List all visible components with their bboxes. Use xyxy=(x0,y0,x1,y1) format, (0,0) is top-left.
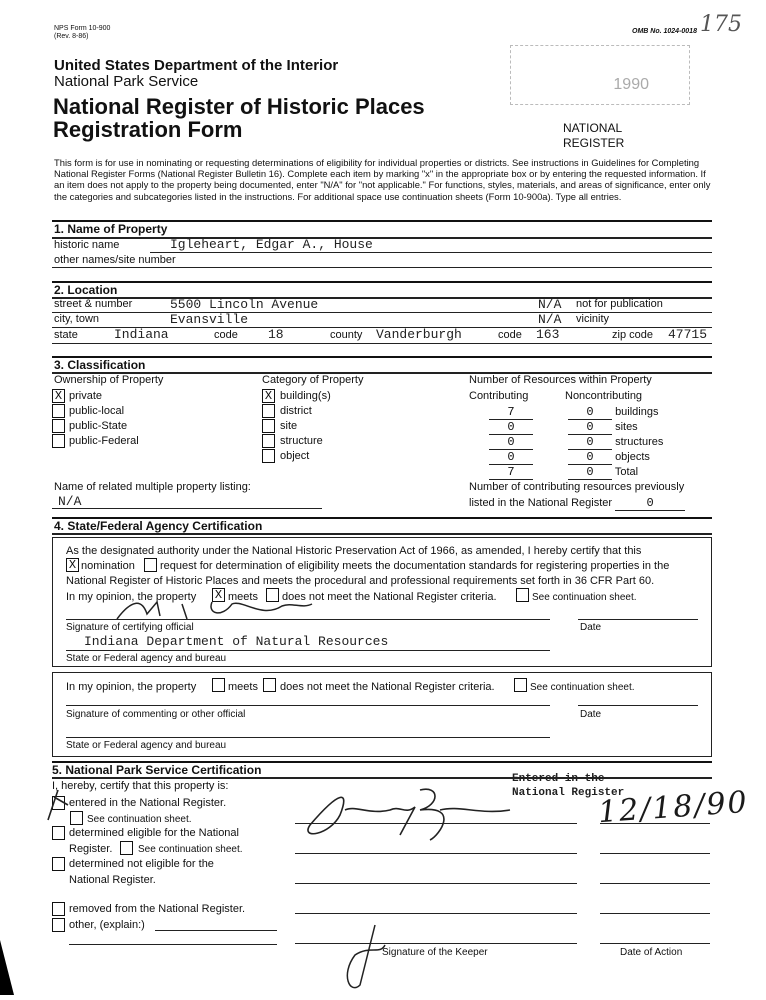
contributing-count: 0 xyxy=(489,450,533,465)
ownership-checkbox[interactable] xyxy=(52,434,65,448)
contributing-count: 7 xyxy=(489,465,533,480)
vicinity-value: N/A xyxy=(538,312,562,327)
date-label: Date xyxy=(580,622,602,633)
resource-type: sites xyxy=(615,421,638,433)
category-option: site xyxy=(280,420,298,432)
noncontributing-label: Noncontributing xyxy=(565,390,643,402)
county: Vanderburgh xyxy=(376,327,462,342)
category-option: object xyxy=(280,450,310,462)
contributing-count: 7 xyxy=(489,405,533,420)
not-meets2-checkbox[interactable] xyxy=(263,678,276,692)
national-register-stamp: NATIONAL REGISTER xyxy=(563,121,625,150)
county-code: 163 xyxy=(536,327,560,342)
state: Indiana xyxy=(114,327,169,342)
cert-text-3: National Register of Historic Places and meets the procedural and professional requirements set forth in 36 CFR Part 60. xyxy=(66,575,655,587)
section-3-title: 3. Classification xyxy=(54,358,146,372)
continuation-checkbox[interactable] xyxy=(516,588,529,602)
request-label: request for determination of eligibility meets the documentation standards for registering properties in the xyxy=(160,560,670,572)
section-4-title: 4. State/Federal Agency Certification xyxy=(54,519,263,533)
noncontributing-count: 0 xyxy=(568,435,612,450)
not-eligible-label: determined not eligible for the xyxy=(69,858,214,870)
continuation2-checkbox[interactable] xyxy=(514,678,527,692)
category-checkbox[interactable]: X xyxy=(262,389,275,403)
ownership-checkbox[interactable] xyxy=(52,404,65,418)
ownership-option: public-local xyxy=(69,405,125,417)
entered-continuation-label: See continuation sheet. xyxy=(87,814,192,825)
resource-type: structures xyxy=(615,436,664,448)
zip-label: zip code xyxy=(612,329,653,341)
nfp-value: N/A xyxy=(538,297,562,312)
other-label: other, (explain:) xyxy=(69,919,145,931)
date-action-label: Date of Action xyxy=(620,947,683,958)
ownership-option: private xyxy=(69,390,103,402)
agency: Indiana Department of Natural Resources xyxy=(84,634,389,649)
other-names-label: other names/site number xyxy=(54,254,176,266)
resource-type: Total xyxy=(614,466,639,478)
category-option: building(s) xyxy=(280,390,331,402)
form-number: NPS Form 10-900 (Rev. 8-86) xyxy=(54,25,111,40)
category-checkbox[interactable] xyxy=(262,449,275,463)
department: United States Department of the Interior xyxy=(54,57,339,74)
noncontributing-count: 0 xyxy=(568,465,612,480)
ownership-option: public-State xyxy=(69,420,128,432)
cert-text: As the designated authority under the National Historic Preservation Act of 1966, as amended, I hereby certify that this xyxy=(66,545,642,557)
mpl-value: N/A xyxy=(58,494,82,509)
not-meets2-label: does not meet the National Register criteria. xyxy=(280,681,495,693)
opinion2-label: In my opinion, the property xyxy=(66,681,197,693)
city-label: city, town xyxy=(54,313,100,325)
ownership-label: Ownership of Property xyxy=(54,374,164,386)
category-checkbox[interactable] xyxy=(262,434,275,448)
keeper-label: Signature of the Keeper xyxy=(382,947,488,958)
vicinity-label: vicinity xyxy=(576,313,610,325)
removed-label: removed from the National Register. xyxy=(69,903,246,915)
county-label: county xyxy=(330,329,363,341)
street-label: street & number xyxy=(54,298,133,310)
category-checkbox[interactable] xyxy=(262,404,275,418)
meets2-label: meets xyxy=(228,681,258,693)
noncontributing-count: 0 xyxy=(568,420,612,435)
ownership-checkbox[interactable] xyxy=(52,419,65,433)
handwritten-date-of-action: 12/18/90 xyxy=(596,784,750,831)
category-option: district xyxy=(280,405,312,417)
section-5-title: 5. National Park Service Certification xyxy=(52,763,262,777)
ownership-option: public-Federal xyxy=(69,435,139,447)
nomination-checkbox[interactable]: X xyxy=(66,558,79,572)
resource-type: buildings xyxy=(615,406,659,418)
prev-value: 0 xyxy=(615,496,685,511)
zip: 47715 xyxy=(668,327,708,342)
meets-label: meets xyxy=(228,591,258,603)
resources-label: Number of Resources within Property xyxy=(469,374,652,386)
handwritten-number: 175 xyxy=(700,12,742,37)
sig-label: Signature of certifying official xyxy=(66,622,194,633)
state-code: 18 xyxy=(268,327,284,342)
historic-name-label: historic name xyxy=(54,239,120,251)
code-label: code xyxy=(214,329,238,341)
section-2-title: 2. Location xyxy=(54,283,118,297)
mpl-label: Name of related multiple property listing: xyxy=(54,481,251,493)
resource-row xyxy=(489,450,650,465)
nomination-label: nomination xyxy=(81,560,135,572)
category-checkbox[interactable] xyxy=(262,419,275,433)
resource-row xyxy=(489,435,663,450)
category-label: Category of Property xyxy=(262,374,364,386)
eligible-label: determined eligible for the National xyxy=(69,827,239,839)
resource-row xyxy=(489,465,638,480)
resource-row xyxy=(489,405,658,420)
service: National Park Service xyxy=(54,73,199,90)
state-label: state xyxy=(54,329,78,341)
eligible-continuation-label: See continuation sheet. xyxy=(138,844,243,855)
resource-type: objects xyxy=(615,451,650,463)
meets2-checkbox[interactable] xyxy=(212,678,225,692)
sig2-label: Signature of commenting or other official xyxy=(66,709,246,720)
agency2-label: State or Federal agency and bureau xyxy=(66,740,227,751)
noncontributing-count: 0 xyxy=(568,450,612,465)
prev-row: listed in the National Register 0 xyxy=(469,496,685,511)
nps-intro: I, hereby, certify that this property is: xyxy=(52,780,229,792)
agency-label: State or Federal agency and bureau xyxy=(66,653,227,664)
section-1-title: 1. Name of Property xyxy=(54,222,168,236)
page-title: National Register of Historic Places Registration Form xyxy=(53,94,425,142)
ownership-checkbox[interactable]: X xyxy=(52,389,65,403)
request-checkbox[interactable] xyxy=(144,558,157,572)
scan-edge xyxy=(0,940,14,995)
street: 5500 Lincoln Avenue xyxy=(170,297,319,312)
continuation2-label: See continuation sheet. xyxy=(530,682,635,693)
not-eligible-label-2: National Register. xyxy=(69,874,156,886)
historic-name: Igleheart, Edgar A., House xyxy=(170,237,373,252)
not-meets-label: does not meet the National Register criteria. xyxy=(282,591,497,603)
instructions: This form is for use in nominating or requesting determinations of eligibility for individual properties or districts. See instructions in Guidelines for Completing National Register Forms (National Register Bulletin 16). Complete each item by marking "x" in the appropriate box or by entering the requested information. If an item does not apply to the property being documented, enter "N/A" for "not applicable." For functions, styles, materials, and areas of significance, enter only the categories and subcategories listed in the instructions. For additional space use continuation sheets (Form 10-900a). Type all entries. xyxy=(54,157,711,202)
eligible-label-2: Register. xyxy=(69,843,113,855)
contributing-label: Contributing xyxy=(469,390,529,402)
entered-label: entered in the National Register. xyxy=(69,797,227,809)
resource-row xyxy=(489,420,638,435)
category-option: structure xyxy=(280,435,323,447)
meets-checkbox[interactable]: X xyxy=(212,588,225,602)
received-stamp: 1990 xyxy=(510,45,690,105)
date2-label: Date xyxy=(580,709,602,720)
contributing-count: 0 xyxy=(489,420,533,435)
entered-stamp: Entered in the National Register xyxy=(512,773,625,799)
prev-label: Number of contributing resources previously xyxy=(469,481,685,493)
city: Evansville xyxy=(170,312,249,327)
nfp-label: not for publication xyxy=(576,298,663,310)
continuation-label: See continuation sheet. xyxy=(532,592,637,603)
opinion-label: In my opinion, the property xyxy=(66,591,197,603)
noncontributing-count: 0 xyxy=(568,405,612,420)
omb-number: OMB No. 1024-0018 xyxy=(632,28,697,35)
county-code-label: code xyxy=(498,329,522,341)
contributing-count: 0 xyxy=(489,435,533,450)
